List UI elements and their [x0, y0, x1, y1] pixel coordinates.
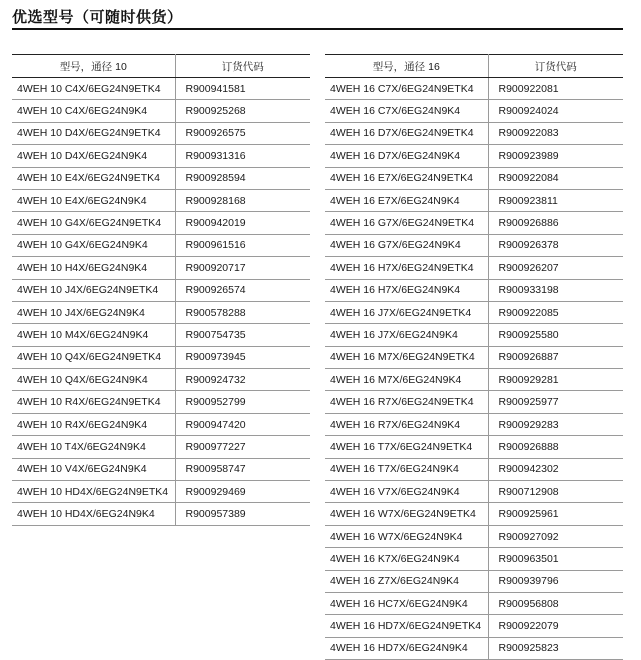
order-code-cell: R900925580: [488, 324, 623, 346]
order-code-cell: R900925977: [488, 391, 623, 413]
order-code-cell: R900961516: [175, 234, 310, 256]
table-row: [325, 234, 623, 256]
order-code-cell: R900922085: [488, 301, 623, 323]
table-row: [325, 369, 623, 391]
table-row: [325, 436, 623, 458]
table-row: [325, 525, 623, 547]
order-code-column-header: 订货代码: [175, 55, 310, 78]
order-code-cell: R900929281: [488, 369, 623, 391]
order-code-cell: R900754735: [175, 324, 310, 346]
model-cell: 4WEH 16 J7X/6EG24N9ETK4: [325, 301, 488, 323]
order-code-cell: R900928594: [175, 167, 310, 189]
order-code-column-header: 订货代码: [488, 55, 623, 78]
table-row: [325, 212, 623, 234]
model-column-header: 型号，通径 10: [12, 55, 175, 78]
model-cell: 4WEH 16 M7X/6EG24N9K4: [325, 369, 488, 391]
model-cell: 4WEH 10 G4X/6EG24N9K4: [12, 234, 175, 256]
order-code-cell: R900929469: [175, 481, 310, 503]
order-code-cell: R900931316: [175, 145, 310, 167]
model-cell: 4WEH 10 C4X/6EG24N9ETK4: [12, 78, 175, 100]
model-cell: 4WEH 10 E4X/6EG24N9K4: [12, 189, 175, 211]
model-cell: 4WEH 10 J4X/6EG24N9ETK4: [12, 279, 175, 301]
model-cell: 4WEH 16 R7X/6EG24N9K4: [325, 413, 488, 435]
model-cell: 4WEH 16 T7X/6EG24N9ETK4: [325, 436, 488, 458]
model-cell: 4WEH 10 Q4X/6EG24N9K4: [12, 369, 175, 391]
order-code-cell: R900926575: [175, 122, 310, 144]
model-cell: 4WEH 16 R7X/6EG24N9ETK4: [325, 391, 488, 413]
model-cell: 4WEH 10 J4X/6EG24N9K4: [12, 301, 175, 323]
table-row: [325, 503, 623, 525]
table-row: [12, 301, 310, 323]
table-row: [325, 548, 623, 570]
model-column-header: 型号，通径 16: [325, 55, 488, 78]
model-cell: 4WEH 10 D4X/6EG24N9K4: [12, 145, 175, 167]
table-row: [12, 167, 310, 189]
table-row: [12, 436, 310, 458]
model-cell: 4WEH 16 D7X/6EG24N9K4: [325, 145, 488, 167]
table-row: [325, 189, 623, 211]
order-code-cell: R900957389: [175, 503, 310, 525]
order-code-cell: R900928168: [175, 189, 310, 211]
table-row: [325, 592, 623, 614]
order-code-cell: R900933198: [488, 279, 623, 301]
table-row: [12, 212, 310, 234]
model-cell: 4WEH 16 W7X/6EG24N9ETK4: [325, 503, 488, 525]
model-cell: 4WEH 16 D7X/6EG24N9ETK4: [325, 122, 488, 144]
model-cell: 4WEH 10 R4X/6EG24N9K4: [12, 413, 175, 435]
order-code-cell: R900920717: [175, 257, 310, 279]
model-cell: 4WEH 16 H7X/6EG24N9K4: [325, 279, 488, 301]
order-code-cell: R900942302: [488, 458, 623, 480]
model-cell: 4WEH 10 T4X/6EG24N9K4: [12, 436, 175, 458]
order-code-cell: R900925823: [488, 637, 623, 659]
table-row: [12, 145, 310, 167]
model-cell: 4WEH 10 Q4X/6EG24N9ETK4: [12, 346, 175, 368]
order-code-cell: R900926886: [488, 212, 623, 234]
order-code-cell: R900924732: [175, 369, 310, 391]
table-row: [325, 458, 623, 480]
order-code-cell: R900923811: [488, 189, 623, 211]
model-cell: 4WEH 16 HC7X/6EG24N9K4: [325, 592, 488, 614]
order-code-cell: R900952799: [175, 391, 310, 413]
table-header-row: [12, 55, 310, 78]
model-cell: 4WEH 16 M7X/6EG24N9ETK4: [325, 346, 488, 368]
model-cell: 4WEH 10 HD4X/6EG24N9ETK4: [12, 481, 175, 503]
order-code-cell: R900973945: [175, 346, 310, 368]
order-code-cell: R900922083: [488, 122, 623, 144]
order-code-cell: R900958747: [175, 458, 310, 480]
model-cell: 4WEH 10 C4X/6EG24N9K4: [12, 100, 175, 122]
model-cell: 4WEH 16 K7X/6EG24N9K4: [325, 548, 488, 570]
model-cell: 4WEH 16 HD7X/6EG24N9K4: [325, 637, 488, 659]
order-code-cell: R900924024: [488, 100, 623, 122]
model-cell: 4WEH 10 HD4X/6EG24N9K4: [12, 503, 175, 525]
table-row: [325, 145, 623, 167]
table-row: [12, 279, 310, 301]
table-row: [325, 279, 623, 301]
table-row: [12, 346, 310, 368]
model-cell: 4WEH 10 R4X/6EG24N9ETK4: [12, 391, 175, 413]
order-code-cell: R900941581: [175, 78, 310, 100]
table-row: [12, 100, 310, 122]
model-cell: 4WEH 10 H4X/6EG24N9K4: [12, 257, 175, 279]
table-row: [325, 78, 623, 100]
model-cell: 4WEH 10 G4X/6EG24N9ETK4: [12, 212, 175, 234]
order-code-cell: R900942019: [175, 212, 310, 234]
table-row: [325, 637, 623, 659]
model-cell: 4WEH 10 D4X/6EG24N9ETK4: [12, 122, 175, 144]
table-row: [12, 369, 310, 391]
model-cell: 4WEH 16 HD7X/6EG24N9ETK4: [325, 615, 488, 637]
model-cell: 4WEH 16 C7X/6EG24N9ETK4: [325, 78, 488, 100]
model-cell: 4WEH 16 E7X/6EG24N9K4: [325, 189, 488, 211]
table-row: [325, 570, 623, 592]
table-row: [325, 413, 623, 435]
table-row: [12, 78, 310, 100]
order-code-cell: R900925268: [175, 100, 310, 122]
model-cell: 4WEH 16 Z7X/6EG24N9K4: [325, 570, 488, 592]
order-code-cell: R900947420: [175, 413, 310, 435]
order-code-cell: R900712908: [488, 481, 623, 503]
table-row: [12, 234, 310, 256]
model-cell: 4WEH 10 E4X/6EG24N9ETK4: [12, 167, 175, 189]
table-row: [12, 324, 310, 346]
table-row: [325, 301, 623, 323]
table-row: [325, 346, 623, 368]
table-row: [12, 458, 310, 480]
table-row: [325, 257, 623, 279]
order-code-cell: R900977227: [175, 436, 310, 458]
model-cell: 4WEH 16 C7X/6EG24N9K4: [325, 100, 488, 122]
table-row: [12, 122, 310, 144]
table-row: [325, 615, 623, 637]
model-cell: 4WEH 16 G7X/6EG24N9K4: [325, 234, 488, 256]
table-row: [325, 324, 623, 346]
model-cell: 4WEH 16 G7X/6EG24N9ETK4: [325, 212, 488, 234]
table-row: [325, 167, 623, 189]
order-code-cell: R900926207: [488, 257, 623, 279]
order-code-cell: R900578288: [175, 301, 310, 323]
model-cell: 4WEH 16 T7X/6EG24N9K4: [325, 458, 488, 480]
table-row: [12, 503, 310, 525]
table-row: [325, 391, 623, 413]
model-cell: 4WEH 16 H7X/6EG24N9ETK4: [325, 257, 488, 279]
table-row: [12, 257, 310, 279]
model-cell: 4WEH 16 W7X/6EG24N9K4: [325, 525, 488, 547]
title-divider: [12, 28, 623, 30]
order-code-cell: R900956808: [488, 592, 623, 614]
order-code-cell: R900922079: [488, 615, 623, 637]
order-code-cell: R900939796: [488, 570, 623, 592]
page-title: 优选型号（可随时供货）: [12, 8, 183, 26]
model-cell: 4WEH 10 M4X/6EG24N9K4: [12, 324, 175, 346]
table-header-row: [325, 55, 623, 78]
table-row: [325, 100, 623, 122]
model-cell: 4WEH 16 J7X/6EG24N9K4: [325, 324, 488, 346]
model-cell: 4WEH 16 E7X/6EG24N9ETK4: [325, 167, 488, 189]
model-cell: 4WEH 10 V4X/6EG24N9K4: [12, 458, 175, 480]
ng16-order-table: [325, 54, 623, 660]
table-row: [12, 481, 310, 503]
ng10-order-table: [12, 54, 310, 526]
order-code-cell: R900922081: [488, 78, 623, 100]
table-row: [325, 481, 623, 503]
order-code-cell: R900922084: [488, 167, 623, 189]
table-row: [12, 413, 310, 435]
order-code-cell: R900929283: [488, 413, 623, 435]
table-row: [12, 391, 310, 413]
order-code-cell: R900923989: [488, 145, 623, 167]
model-cell: 4WEH 16 V7X/6EG24N9K4: [325, 481, 488, 503]
table-row: [325, 122, 623, 144]
order-code-cell: R900926888: [488, 436, 623, 458]
order-code-cell: R900925961: [488, 503, 623, 525]
order-code-cell: R900963501: [488, 548, 623, 570]
table-row: [12, 189, 310, 211]
order-code-cell: R900926574: [175, 279, 310, 301]
order-code-cell: R900926887: [488, 346, 623, 368]
order-code-cell: R900927092: [488, 525, 623, 547]
order-code-cell: R900926378: [488, 234, 623, 256]
